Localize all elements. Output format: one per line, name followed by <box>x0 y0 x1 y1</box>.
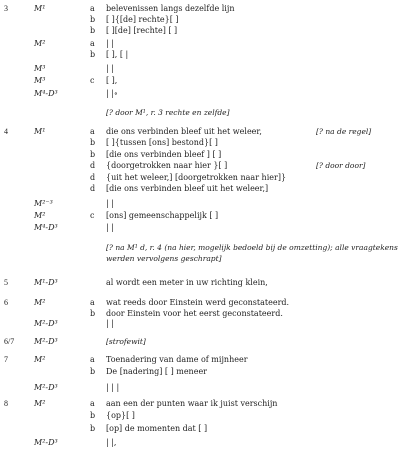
apparatus-line <box>0 410 411 422</box>
witness-siglum: M² <box>34 298 46 307</box>
apparatus-line <box>0 222 411 234</box>
variant-letter: d <box>90 184 96 193</box>
variant-letter: a <box>90 4 95 13</box>
apparatus-line <box>0 63 411 75</box>
variant-text: [die ons verbinden bleef ] [ ] <box>106 150 222 159</box>
variant-text: | |, <box>106 438 117 447</box>
variant-letter: b <box>90 50 96 59</box>
editorial-note: [strofewit] <box>106 337 146 346</box>
witness-siglum: M² <box>34 211 46 220</box>
apparatus-line <box>0 25 411 37</box>
editorial-note-block: [? na M¹ d, r. 4 (na hier, mogelijk bedoeld bij de omzetting); alle vraagtekens werden vervolgens geschrapt] <box>106 243 398 263</box>
apparatus-line <box>0 423 411 435</box>
variant-letter: c <box>90 76 95 85</box>
variant-text: [die ons verbinden bleef uit het weleer,] <box>106 184 269 193</box>
variant-text: [ ]{tussen [ons] bestond}[ ] <box>106 138 218 147</box>
apparatus-line <box>0 336 411 348</box>
variant-letter: a <box>90 298 95 307</box>
witness-siglum: M² <box>34 399 46 408</box>
variant-text: | |∘ <box>106 89 118 98</box>
witness-siglum: M²-D³ <box>34 438 58 447</box>
apparatus-line <box>0 107 411 119</box>
line-number: 6/7 <box>4 337 15 346</box>
variant-letter: a <box>90 127 95 136</box>
apparatus-line <box>0 437 411 449</box>
variant-letter: b <box>90 411 96 420</box>
apparatus-line <box>0 160 411 172</box>
variant-letter: b <box>90 309 96 318</box>
witness-siglum: M² <box>34 39 46 48</box>
witness-siglum: M²⁻³ <box>34 199 53 208</box>
apparatus-line <box>0 88 411 100</box>
variant-text: Toenadering van dame of mijnheer <box>106 355 248 364</box>
apparatus-line <box>0 198 411 210</box>
variant-letter: b <box>90 367 96 376</box>
apparatus-line <box>0 277 411 289</box>
variant-text: [ ][de] [rechte] [ ] <box>106 26 178 35</box>
apparatus-line <box>0 318 411 330</box>
apparatus-line <box>0 354 411 366</box>
variant-text: | | <box>106 64 114 73</box>
witness-siglum: M²-D³ <box>34 383 58 392</box>
variant-letter: c <box>90 211 95 220</box>
line-number: 3 <box>4 4 8 13</box>
line-number: 6 <box>4 298 8 307</box>
variant-text: [op] de momenten dat [ ] <box>106 424 208 433</box>
witness-siglum: M² <box>34 355 46 364</box>
variant-text: [ ], <box>106 76 118 85</box>
editorial-note: [? door M¹, r. 3 rechte en zelfde] <box>106 108 230 117</box>
witness-siglum: M⁴-D³ <box>34 89 58 98</box>
variant-text: {doorgetrokken naar hier }[ ] <box>106 161 228 170</box>
variant-text: {uit het weleer,] [doorgetrokken naar hier]} <box>106 173 287 182</box>
variant-text: [ ]{[de] rechte}[ ] <box>106 15 179 24</box>
variant-letter: a <box>90 39 95 48</box>
line-number: 7 <box>4 355 8 364</box>
margin-note: [? na de regel] <box>316 127 372 136</box>
apparatus-line <box>0 49 411 61</box>
witness-siglum: M²-D³ <box>34 337 58 346</box>
variant-letter: b <box>90 138 96 147</box>
variant-text: | | <box>106 39 114 48</box>
line-number: 8 <box>4 399 8 408</box>
variant-text: aan een der punten waar ik juist verschijn <box>106 399 278 408</box>
apparatus-line <box>0 183 411 195</box>
witness-siglum: M³ <box>34 76 46 85</box>
apparatus-line <box>0 382 411 394</box>
apparatus-line <box>0 398 411 410</box>
variant-text: door Einstein voor het eerst geconstateerd. <box>106 309 283 318</box>
variant-letter: b <box>90 15 96 24</box>
variant-letter: b <box>90 424 96 433</box>
witness-siglum: M¹ <box>34 4 46 13</box>
variant-text: | | <box>106 199 114 208</box>
witness-siglum: M³ <box>34 64 46 73</box>
variant-text: die ons verbinden bleef uit het weleer, <box>106 127 262 136</box>
variant-text: wat reeds door Einstein werd geconstateerd. <box>106 298 290 307</box>
apparatus-line <box>0 75 411 87</box>
apparatus-line <box>0 137 411 149</box>
line-number: 4 <box>4 127 8 136</box>
line-number: 5 <box>4 278 8 287</box>
variant-text: | | <box>106 223 114 232</box>
witness-siglum: M¹-D³ <box>34 278 58 287</box>
variant-text: {op}[ ] <box>106 411 135 420</box>
apparatus-line <box>0 210 411 222</box>
variant-letter: a <box>90 399 95 408</box>
variant-text: | | | <box>106 383 120 392</box>
witness-siglum: M¹ <box>34 127 46 136</box>
margin-note: [? door door] <box>316 161 366 170</box>
variant-text: al wordt een meter in uw richting klein, <box>106 278 268 287</box>
variant-letter: d <box>90 173 96 182</box>
variant-text: [ ], [ | <box>106 50 129 59</box>
variant-letter: d <box>90 161 96 170</box>
witness-siglum: M⁴-D³ <box>34 223 58 232</box>
variant-text: belevenissen langs dezelfde lijn <box>106 4 235 13</box>
witness-siglum: M²-D³ <box>34 319 58 328</box>
apparatus-line <box>0 366 411 378</box>
variant-letter: b <box>90 150 96 159</box>
variant-text: | | <box>106 319 114 328</box>
variant-letter: a <box>90 355 95 364</box>
variant-letter: b <box>90 26 96 35</box>
variant-text: [ons] gemeenschappelijk [ ] <box>106 211 219 220</box>
variant-text: De [nadering] [ ] meneer <box>106 367 208 376</box>
